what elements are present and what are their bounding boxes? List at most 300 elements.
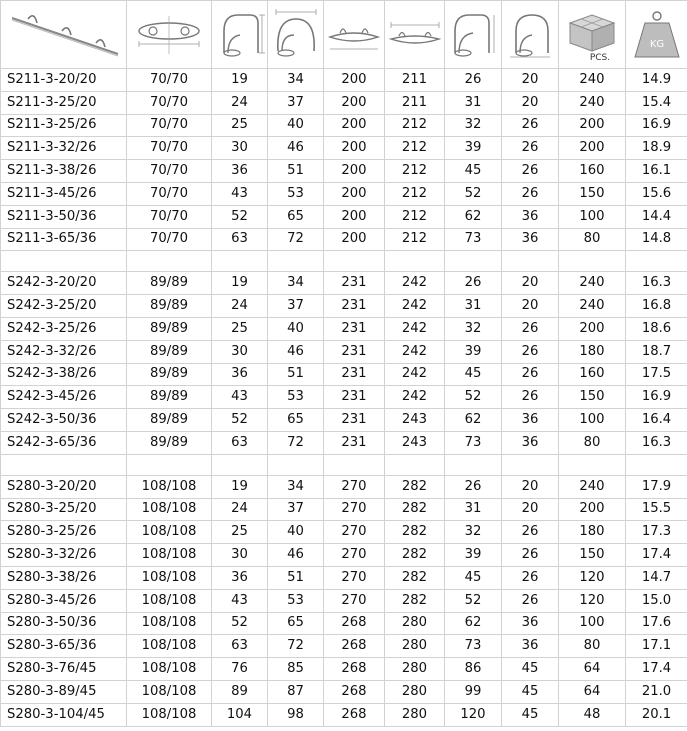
model-code-cell: S280-3-76/45 — [1, 658, 127, 681]
table-row — [1, 635, 687, 658]
value-cell: 70/70 — [127, 137, 212, 160]
value-cell: 45 — [502, 658, 559, 681]
model-code-cell: S211-3-20/20 — [1, 69, 127, 92]
value-cell: 30 — [212, 544, 268, 567]
value-cell: 80 — [559, 635, 626, 658]
value-cell: 52 — [212, 409, 268, 432]
empty-cell — [559, 454, 626, 475]
model-code-cell: S211-3-38/26 — [1, 160, 127, 183]
value-cell: 282 — [385, 475, 445, 498]
value-cell: 242 — [385, 363, 445, 386]
value-cell: 36 — [502, 635, 559, 658]
header-cell-pcs — [559, 1, 626, 69]
value-cell: 200 — [324, 228, 385, 251]
value-cell: 52 — [445, 386, 502, 409]
value-cell: 26 — [502, 114, 559, 137]
value-cell: 63 — [212, 635, 268, 658]
table-row — [1, 137, 687, 160]
value-cell: 212 — [385, 114, 445, 137]
table-row — [1, 340, 687, 363]
value-cell: 17.6 — [626, 612, 687, 635]
value-cell: 36 — [212, 566, 268, 589]
value-cell: 212 — [385, 137, 445, 160]
value-cell: 212 — [385, 228, 445, 251]
value-cell: 40 — [268, 114, 324, 137]
value-cell: 16.3 — [626, 431, 687, 454]
value-cell: 89/89 — [127, 409, 212, 432]
value-cell: 20 — [502, 498, 559, 521]
value-cell: 70/70 — [127, 91, 212, 114]
value-cell: 43 — [212, 386, 268, 409]
value-cell: 26 — [502, 521, 559, 544]
value-cell: 14.8 — [626, 228, 687, 251]
model-code-cell: S280-3-89/45 — [1, 680, 127, 703]
value-cell: 108/108 — [127, 703, 212, 726]
value-cell: 73 — [445, 635, 502, 658]
value-cell: 53 — [268, 589, 324, 612]
value-cell: 26 — [502, 566, 559, 589]
value-cell: 98 — [268, 703, 324, 726]
header-cell-height — [212, 1, 268, 69]
value-cell: 231 — [324, 272, 385, 295]
value-cell: 31 — [445, 498, 502, 521]
model-code-cell: S242-3-20/20 — [1, 272, 127, 295]
table-row — [1, 272, 687, 295]
value-cell: 280 — [385, 635, 445, 658]
value-cell: 89/89 — [127, 272, 212, 295]
value-cell: 65 — [268, 205, 324, 228]
value-cell: 15.0 — [626, 589, 687, 612]
value-cell: 180 — [559, 521, 626, 544]
value-cell: 89/89 — [127, 386, 212, 409]
value-cell: 40 — [268, 317, 324, 340]
model-code-cell: S242-3-65/36 — [1, 431, 127, 454]
value-cell: 43 — [212, 182, 268, 205]
carton-pcs-icon — [562, 7, 622, 63]
value-cell: 25 — [212, 114, 268, 137]
model-code-cell: S211-3-65/36 — [1, 228, 127, 251]
value-cell: 231 — [324, 363, 385, 386]
value-cell: 24 — [212, 295, 268, 318]
value-cell: 211 — [385, 91, 445, 114]
value-cell: 53 — [268, 182, 324, 205]
value-cell: 17.4 — [626, 544, 687, 567]
value-cell: 242 — [385, 272, 445, 295]
value-cell: 212 — [385, 160, 445, 183]
value-cell: 26 — [502, 182, 559, 205]
table-row — [1, 498, 687, 521]
value-cell: 17.3 — [626, 521, 687, 544]
value-cell: 39 — [445, 340, 502, 363]
value-cell: 62 — [445, 205, 502, 228]
table-row — [1, 589, 687, 612]
value-cell: 100 — [559, 409, 626, 432]
model-code-cell: S211-3-32/26 — [1, 137, 127, 160]
pcs-label: PCS. — [589, 52, 611, 63]
value-cell: 231 — [324, 431, 385, 454]
value-cell: 282 — [385, 521, 445, 544]
value-cell: 32 — [445, 317, 502, 340]
model-code-cell: S280-3-104/45 — [1, 703, 127, 726]
value-cell: 19 — [212, 475, 268, 498]
value-cell: 26 — [502, 386, 559, 409]
table-row — [1, 612, 687, 635]
value-cell: 40 — [268, 521, 324, 544]
table-row — [1, 658, 687, 681]
value-cell: 200 — [324, 114, 385, 137]
value-cell: 52 — [445, 182, 502, 205]
ring-mechanism-bar-icon — [6, 10, 122, 60]
value-cell: 270 — [324, 566, 385, 589]
value-cell: 150 — [559, 182, 626, 205]
value-cell: 108/108 — [127, 544, 212, 567]
empty-cell — [385, 251, 445, 272]
model-code-cell: S242-3-45/26 — [1, 386, 127, 409]
value-cell: 65 — [268, 409, 324, 432]
value-cell: 73 — [445, 228, 502, 251]
empty-cell — [445, 454, 502, 475]
value-cell: 52 — [212, 612, 268, 635]
value-cell: 26 — [502, 589, 559, 612]
header-cell-width — [268, 1, 324, 69]
value-cell: 45 — [502, 703, 559, 726]
value-cell: 70/70 — [127, 182, 212, 205]
model-code-cell: S242-3-25/20 — [1, 295, 127, 318]
value-cell: 280 — [385, 612, 445, 635]
value-cell: 108/108 — [127, 658, 212, 681]
value-cell: 211 — [385, 69, 445, 92]
table-row — [1, 114, 687, 137]
value-cell: 37 — [268, 498, 324, 521]
value-cell: 108/108 — [127, 498, 212, 521]
header-cell-mechanism — [1, 1, 127, 69]
value-cell: 108/108 — [127, 566, 212, 589]
value-cell: 80 — [559, 228, 626, 251]
value-cell: 89/89 — [127, 295, 212, 318]
value-cell: 30 — [212, 137, 268, 160]
value-cell: 99 — [445, 680, 502, 703]
value-cell: 20 — [502, 475, 559, 498]
value-cell: 231 — [324, 386, 385, 409]
empty-cell — [385, 454, 445, 475]
value-cell: 242 — [385, 295, 445, 318]
empty-cell — [212, 251, 268, 272]
model-code-cell: S280-3-38/26 — [1, 566, 127, 589]
ring-diameter-icon — [504, 9, 556, 61]
value-cell: 231 — [324, 409, 385, 432]
value-cell: 36 — [212, 363, 268, 386]
value-cell: 150 — [559, 544, 626, 567]
value-cell: 242 — [385, 317, 445, 340]
value-cell: 25 — [212, 317, 268, 340]
value-cell: 26 — [502, 160, 559, 183]
value-cell: 200 — [324, 160, 385, 183]
value-cell: 16.4 — [626, 409, 687, 432]
value-cell: 200 — [559, 137, 626, 160]
value-cell: 39 — [445, 137, 502, 160]
value-cell: 64 — [559, 680, 626, 703]
model-code-cell: S280-3-25/26 — [1, 521, 127, 544]
value-cell: 240 — [559, 272, 626, 295]
value-cell: 100 — [559, 612, 626, 635]
value-cell: 72 — [268, 431, 324, 454]
table-row — [1, 544, 687, 567]
value-cell: 200 — [324, 137, 385, 160]
value-cell: 231 — [324, 317, 385, 340]
ring-width-icon — [270, 7, 322, 63]
model-code-cell: S242-3-25/26 — [1, 317, 127, 340]
value-cell: 46 — [268, 137, 324, 160]
header-cell-base — [127, 1, 212, 69]
value-cell: 16.9 — [626, 386, 687, 409]
table-row — [1, 703, 687, 726]
ring-base-plate-icon — [131, 10, 207, 60]
value-cell: 20 — [502, 272, 559, 295]
value-cell: 120 — [559, 566, 626, 589]
value-cell: 18.7 — [626, 340, 687, 363]
model-code-cell: S280-3-25/20 — [1, 498, 127, 521]
value-cell: 51 — [268, 566, 324, 589]
value-cell: 280 — [385, 703, 445, 726]
value-cell: 268 — [324, 612, 385, 635]
value-cell: 30 — [212, 340, 268, 363]
value-cell: 200 — [559, 498, 626, 521]
value-cell: 16.9 — [626, 114, 687, 137]
value-cell: 24 — [212, 91, 268, 114]
table-row — [1, 317, 687, 340]
value-cell: 243 — [385, 431, 445, 454]
value-cell: 70/70 — [127, 205, 212, 228]
value-cell: 45 — [445, 363, 502, 386]
value-cell: 240 — [559, 91, 626, 114]
empty-cell — [127, 251, 212, 272]
value-cell: 16.8 — [626, 295, 687, 318]
table-row — [1, 363, 687, 386]
ring-height-icon — [214, 9, 266, 61]
value-cell: 76 — [212, 658, 268, 681]
empty-cell — [1, 454, 127, 475]
value-cell: 19 — [212, 69, 268, 92]
empty-cell — [324, 251, 385, 272]
empty-cell — [502, 251, 559, 272]
empty-cell — [626, 454, 687, 475]
table-row — [1, 182, 687, 205]
value-cell: 280 — [385, 680, 445, 703]
value-cell: 26 — [445, 69, 502, 92]
value-cell: 48 — [559, 703, 626, 726]
value-cell: 51 — [268, 363, 324, 386]
value-cell: 70/70 — [127, 228, 212, 251]
model-code-cell: S211-3-50/36 — [1, 205, 127, 228]
value-cell: 18.6 — [626, 317, 687, 340]
model-code-cell: S280-3-20/20 — [1, 475, 127, 498]
plate-side-view-icon — [326, 15, 382, 55]
value-cell: 270 — [324, 589, 385, 612]
empty-cell — [268, 251, 324, 272]
value-cell: 37 — [268, 91, 324, 114]
empty-cell — [212, 454, 268, 475]
value-cell: 89/89 — [127, 317, 212, 340]
value-cell: 17.5 — [626, 363, 687, 386]
table-row — [1, 521, 687, 544]
value-cell: 200 — [559, 114, 626, 137]
table-row — [1, 205, 687, 228]
value-cell: 20 — [502, 295, 559, 318]
value-cell: 26 — [502, 340, 559, 363]
value-cell: 24 — [212, 498, 268, 521]
value-cell: 20 — [502, 69, 559, 92]
value-cell: 89/89 — [127, 340, 212, 363]
value-cell: 212 — [385, 205, 445, 228]
table-row — [1, 228, 687, 251]
value-cell: 231 — [324, 295, 385, 318]
value-cell: 280 — [385, 658, 445, 681]
model-code-cell: S211-3-25/20 — [1, 91, 127, 114]
header-cell-plate-side — [324, 1, 385, 69]
value-cell: 26 — [502, 363, 559, 386]
value-cell: 200 — [324, 182, 385, 205]
value-cell: 20 — [502, 91, 559, 114]
value-cell: 63 — [212, 431, 268, 454]
value-cell: 282 — [385, 498, 445, 521]
value-cell: 89/89 — [127, 363, 212, 386]
value-cell: 32 — [445, 114, 502, 137]
table-row — [1, 409, 687, 432]
value-cell: 282 — [385, 566, 445, 589]
header-cell-diameter — [502, 1, 559, 69]
value-cell: 16.3 — [626, 272, 687, 295]
value-cell: 14.7 — [626, 566, 687, 589]
value-cell: 270 — [324, 475, 385, 498]
value-cell: 108/108 — [127, 475, 212, 498]
value-cell: 200 — [324, 91, 385, 114]
value-cell: 31 — [445, 91, 502, 114]
weight-kg-icon — [631, 7, 683, 63]
value-cell: 19 — [212, 272, 268, 295]
value-cell: 32 — [445, 521, 502, 544]
value-cell: 46 — [268, 544, 324, 567]
value-cell: 89/89 — [127, 431, 212, 454]
empty-cell — [445, 251, 502, 272]
value-cell: 16.1 — [626, 160, 687, 183]
value-cell: 80 — [559, 431, 626, 454]
ring-inner-height-icon — [447, 9, 499, 61]
value-cell: 120 — [559, 589, 626, 612]
value-cell: 45 — [445, 160, 502, 183]
value-cell: 18.9 — [626, 137, 687, 160]
empty-cell — [268, 454, 324, 475]
header-cell-kg — [626, 1, 687, 69]
value-cell: 160 — [559, 363, 626, 386]
value-cell: 70/70 — [127, 160, 212, 183]
table-body — [1, 69, 687, 727]
value-cell: 100 — [559, 205, 626, 228]
value-cell: 212 — [385, 182, 445, 205]
value-cell: 17.4 — [626, 658, 687, 681]
value-cell: 160 — [559, 160, 626, 183]
value-cell: 52 — [212, 205, 268, 228]
value-cell: 240 — [559, 69, 626, 92]
header-cell-inner-height — [445, 1, 502, 69]
value-cell: 108/108 — [127, 612, 212, 635]
value-cell: 108/108 — [127, 521, 212, 544]
value-cell: 65 — [268, 612, 324, 635]
value-cell: 21.0 — [626, 680, 687, 703]
value-cell: 150 — [559, 386, 626, 409]
table-row — [1, 69, 687, 92]
value-cell: 70/70 — [127, 69, 212, 92]
table-row — [1, 431, 687, 454]
value-cell: 36 — [502, 205, 559, 228]
value-cell: 108/108 — [127, 680, 212, 703]
value-cell: 108/108 — [127, 635, 212, 658]
value-cell: 72 — [268, 228, 324, 251]
model-code-cell: S242-3-32/26 — [1, 340, 127, 363]
value-cell: 268 — [324, 680, 385, 703]
model-code-cell: S211-3-25/26 — [1, 114, 127, 137]
value-cell: 31 — [445, 295, 502, 318]
value-cell: 36 — [502, 228, 559, 251]
value-cell: 26 — [445, 475, 502, 498]
value-cell: 26 — [502, 137, 559, 160]
value-cell: 85 — [268, 658, 324, 681]
model-code-cell: S280-3-50/36 — [1, 612, 127, 635]
empty-cell — [324, 454, 385, 475]
value-cell: 26 — [502, 544, 559, 567]
value-cell: 242 — [385, 340, 445, 363]
value-cell: 87 — [268, 680, 324, 703]
empty-cell — [127, 454, 212, 475]
value-cell: 282 — [385, 589, 445, 612]
header-cell-plate-length — [385, 1, 445, 69]
value-cell: 268 — [324, 658, 385, 681]
model-code-cell: S211-3-45/26 — [1, 182, 127, 205]
value-cell: 51 — [268, 160, 324, 183]
value-cell: 25 — [212, 521, 268, 544]
plate-length-icon — [387, 15, 443, 55]
value-cell: 43 — [212, 589, 268, 612]
empty-cell — [559, 251, 626, 272]
value-cell: 243 — [385, 409, 445, 432]
value-cell: 270 — [324, 498, 385, 521]
value-cell: 240 — [559, 475, 626, 498]
empty-cell — [502, 454, 559, 475]
group-spacer-row — [1, 251, 687, 272]
value-cell: 270 — [324, 544, 385, 567]
value-cell: 120 — [445, 703, 502, 726]
value-cell: 73 — [445, 431, 502, 454]
value-cell: 86 — [445, 658, 502, 681]
value-cell: 108/108 — [127, 589, 212, 612]
value-cell: 268 — [324, 703, 385, 726]
value-cell: 200 — [324, 205, 385, 228]
model-code-cell: S280-3-65/36 — [1, 635, 127, 658]
table-row — [1, 160, 687, 183]
value-cell: 45 — [445, 566, 502, 589]
value-cell: 200 — [559, 317, 626, 340]
value-cell: 180 — [559, 340, 626, 363]
value-cell: 62 — [445, 612, 502, 635]
table-row — [1, 566, 687, 589]
value-cell: 242 — [385, 386, 445, 409]
value-cell: 15.5 — [626, 498, 687, 521]
value-cell: 36 — [502, 431, 559, 454]
empty-cell — [626, 251, 687, 272]
value-cell: 17.9 — [626, 475, 687, 498]
value-cell: 15.4 — [626, 91, 687, 114]
value-cell: 282 — [385, 544, 445, 567]
table-row — [1, 475, 687, 498]
